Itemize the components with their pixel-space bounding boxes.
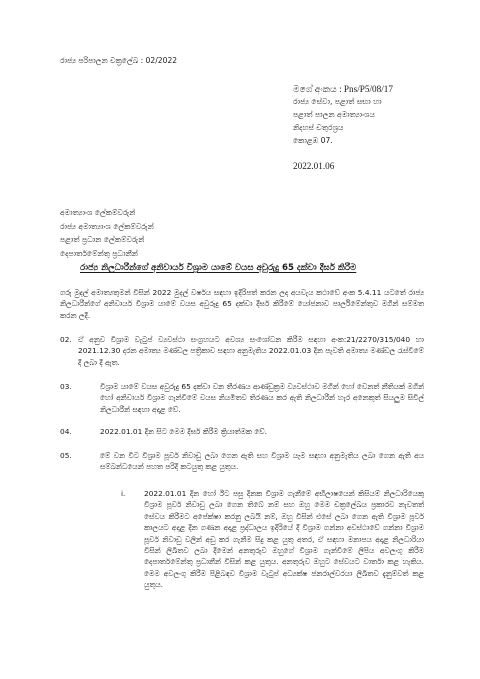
paragraph-3: විශ්‍රාම යාමේ වයස අවුරුදු 65 දක්වා වන තීරණය ආණ්ඩුක්‍රම ව්‍යවස්ථාව මගින් හෝ වෙනත් නීතියක් මගින් හෝ අනිවාර්ය විශ්‍රාම ගැන්වීමේ වයස නියමිතව තිරණය කර ඇති නිලධාරීන් හැර අනෙකුත් සියලුම සිවිල් නිලධාරීන් සඳහා අදාළ වේ. (100, 382, 424, 414)
paragraph-3-number: 03. (60, 382, 72, 391)
paragraph-1: ගරු මුදල් අමාත්‍යතුමන් විසින් 2022 මුදල් වර්ෂය සඳහා ඉදිරිපත් කරන ලද අයවැය කථාවේ අංක 5.4.11 යටතේ රාජ්‍ය නිලධාරීන්ගේ අනිවාර්ය විශ්‍රාම යාමේ වයස අවුරුදු 65 දක්වා දීර්ඝ කිරීමේ යෝජනාව පාර්ලිමේන්තුව මගින් සම්මත කරන ලදී. (60, 288, 424, 320)
letter-date: 2022.01.06 (293, 161, 335, 171)
paragraph-4: 2022.01.01 දින සිට මෙම දීර්ඝ කිරීම ක්‍රියාත්මක වේ. (100, 427, 267, 436)
recipient: රාජ්‍ය අමාත්‍යාංශ ලේකම්වරුන් (60, 221, 154, 231)
sender-block (293, 84, 393, 171)
circular-number: රාජ්‍ය පරිපාලන චක්‍රලේඛ : 02/2022 (60, 56, 178, 65)
subject-heading: රාජ්‍ය නිලධාරීන්ගේ අනිවාර්ය විශ්‍රාම යාමේ වයස අවුරුදු 65 දක්වා දීර්ඝ කිරීම (80, 263, 357, 273)
paragraph-2-number: 02. (60, 335, 72, 344)
paragraph-2: ඒ අනුව විශ්‍රාම වැටුප් ව්‍යවස්ථා සංග්‍රහයට අවශ්‍ය සංශෝධන කිරීම සඳහා අංක:21/2270/315/040 හා 2021.12.30 දරන අමාත්‍ය මණ්ඩල පත්‍රිකාව සඳහා අනුමැතිය 2022.01.03 දින පැවති අමාත්‍ය මණ්ඩල රැස්වීමේ දී ලබා දී ඇත. (78, 335, 424, 367)
item-i-number: i. (121, 489, 126, 498)
recipient: දෙපාර්තමේන්තු ප්‍රධානීන් (60, 248, 138, 258)
reference-number: මගේ අංකය : Pns/P5/08/17 (293, 84, 393, 94)
recipient: පළාත් ප්‍රධාන ලේකම්වරුන් (60, 235, 145, 245)
paragraph-4-number: 04. (60, 427, 72, 436)
address-line: නිදහස් චතුරශ්‍රය (293, 123, 344, 132)
paragraph-5: මේ වන විට විශ්‍රාම පූර්ව නිවාඩු ලබා ගෙන ඇති සහ විශ්‍රාම යෑම සඳහා අනුමැතිය ලබා ගෙන ඇති අය සම්බන්ධයෙන් පහත පරිදි කටයුතු කළ යුතුය. (100, 451, 424, 472)
address-line: රාජ්‍ය සේවා, පළාත් සභා හා (293, 97, 382, 106)
sender-address (293, 97, 393, 149)
item-i: 2022.01.01 දින හෝ ඊට පසු දිනක විශ්‍රාම ගැනීමේ අභිලාෂයෙන් කිසියම් නිලධාරියෙකු විශ්‍රාම පූර්ව නිවාඩු ලබා ගෙන තිබේ නම් සහ ඔහු මෙම චක්‍රලේඛය ප්‍රකාරව නැවතත් සේවය කිරීමට අපේක්ෂා කරනු ලබයි නම්, ඔහු විසින් එසේ ලබා ගෙන ඇති විශ්‍රාම පූර්ව කාලයට අදාළ දින ගණන අදාළ ප්‍රද්ධාලය ඉදිරියේ දී විශ්‍රාම ගන්නා අවස්ථාවේ ගන්නා විශ්‍රාම පූර්ව නිවාඩු වලින් අඩු කර ගැනීම සිදු කළ යුතු අතර, ඒ සඳහා මනාපය අදාළ නිලධාරියා විසින් ලිඛිතව ලබා දීමෙන් අනතුරුව ඔහුගේ විශ්‍රාම ගැන්වීමේ ලිපිය අවලංගු කිරීම දෙපාර්තමේන්තු ප්‍රධානීන් විසින් කළ යුතුය. අනතුරුව ඔහුට සේවයට වාර්තා කළ හැකිය. මෙම අවලංගු කිරීම පිළිබඳව විශ්‍රාම වැටුප් අධ්‍යක්ෂ ජනරාල්වරයා ලිඛිතව දැනුම්වත් කළ යුතුය. (144, 489, 424, 590)
address-line: කොළඹ 07. (293, 136, 333, 145)
recipient-list (60, 208, 154, 262)
address-line: පළාත් පාලන අමාත්‍යාංශය (293, 110, 375, 119)
recipient: අමාත්‍යාංශ ලේකම්වරුන් (60, 208, 136, 217)
paragraph-5-number: 05. (60, 451, 72, 460)
